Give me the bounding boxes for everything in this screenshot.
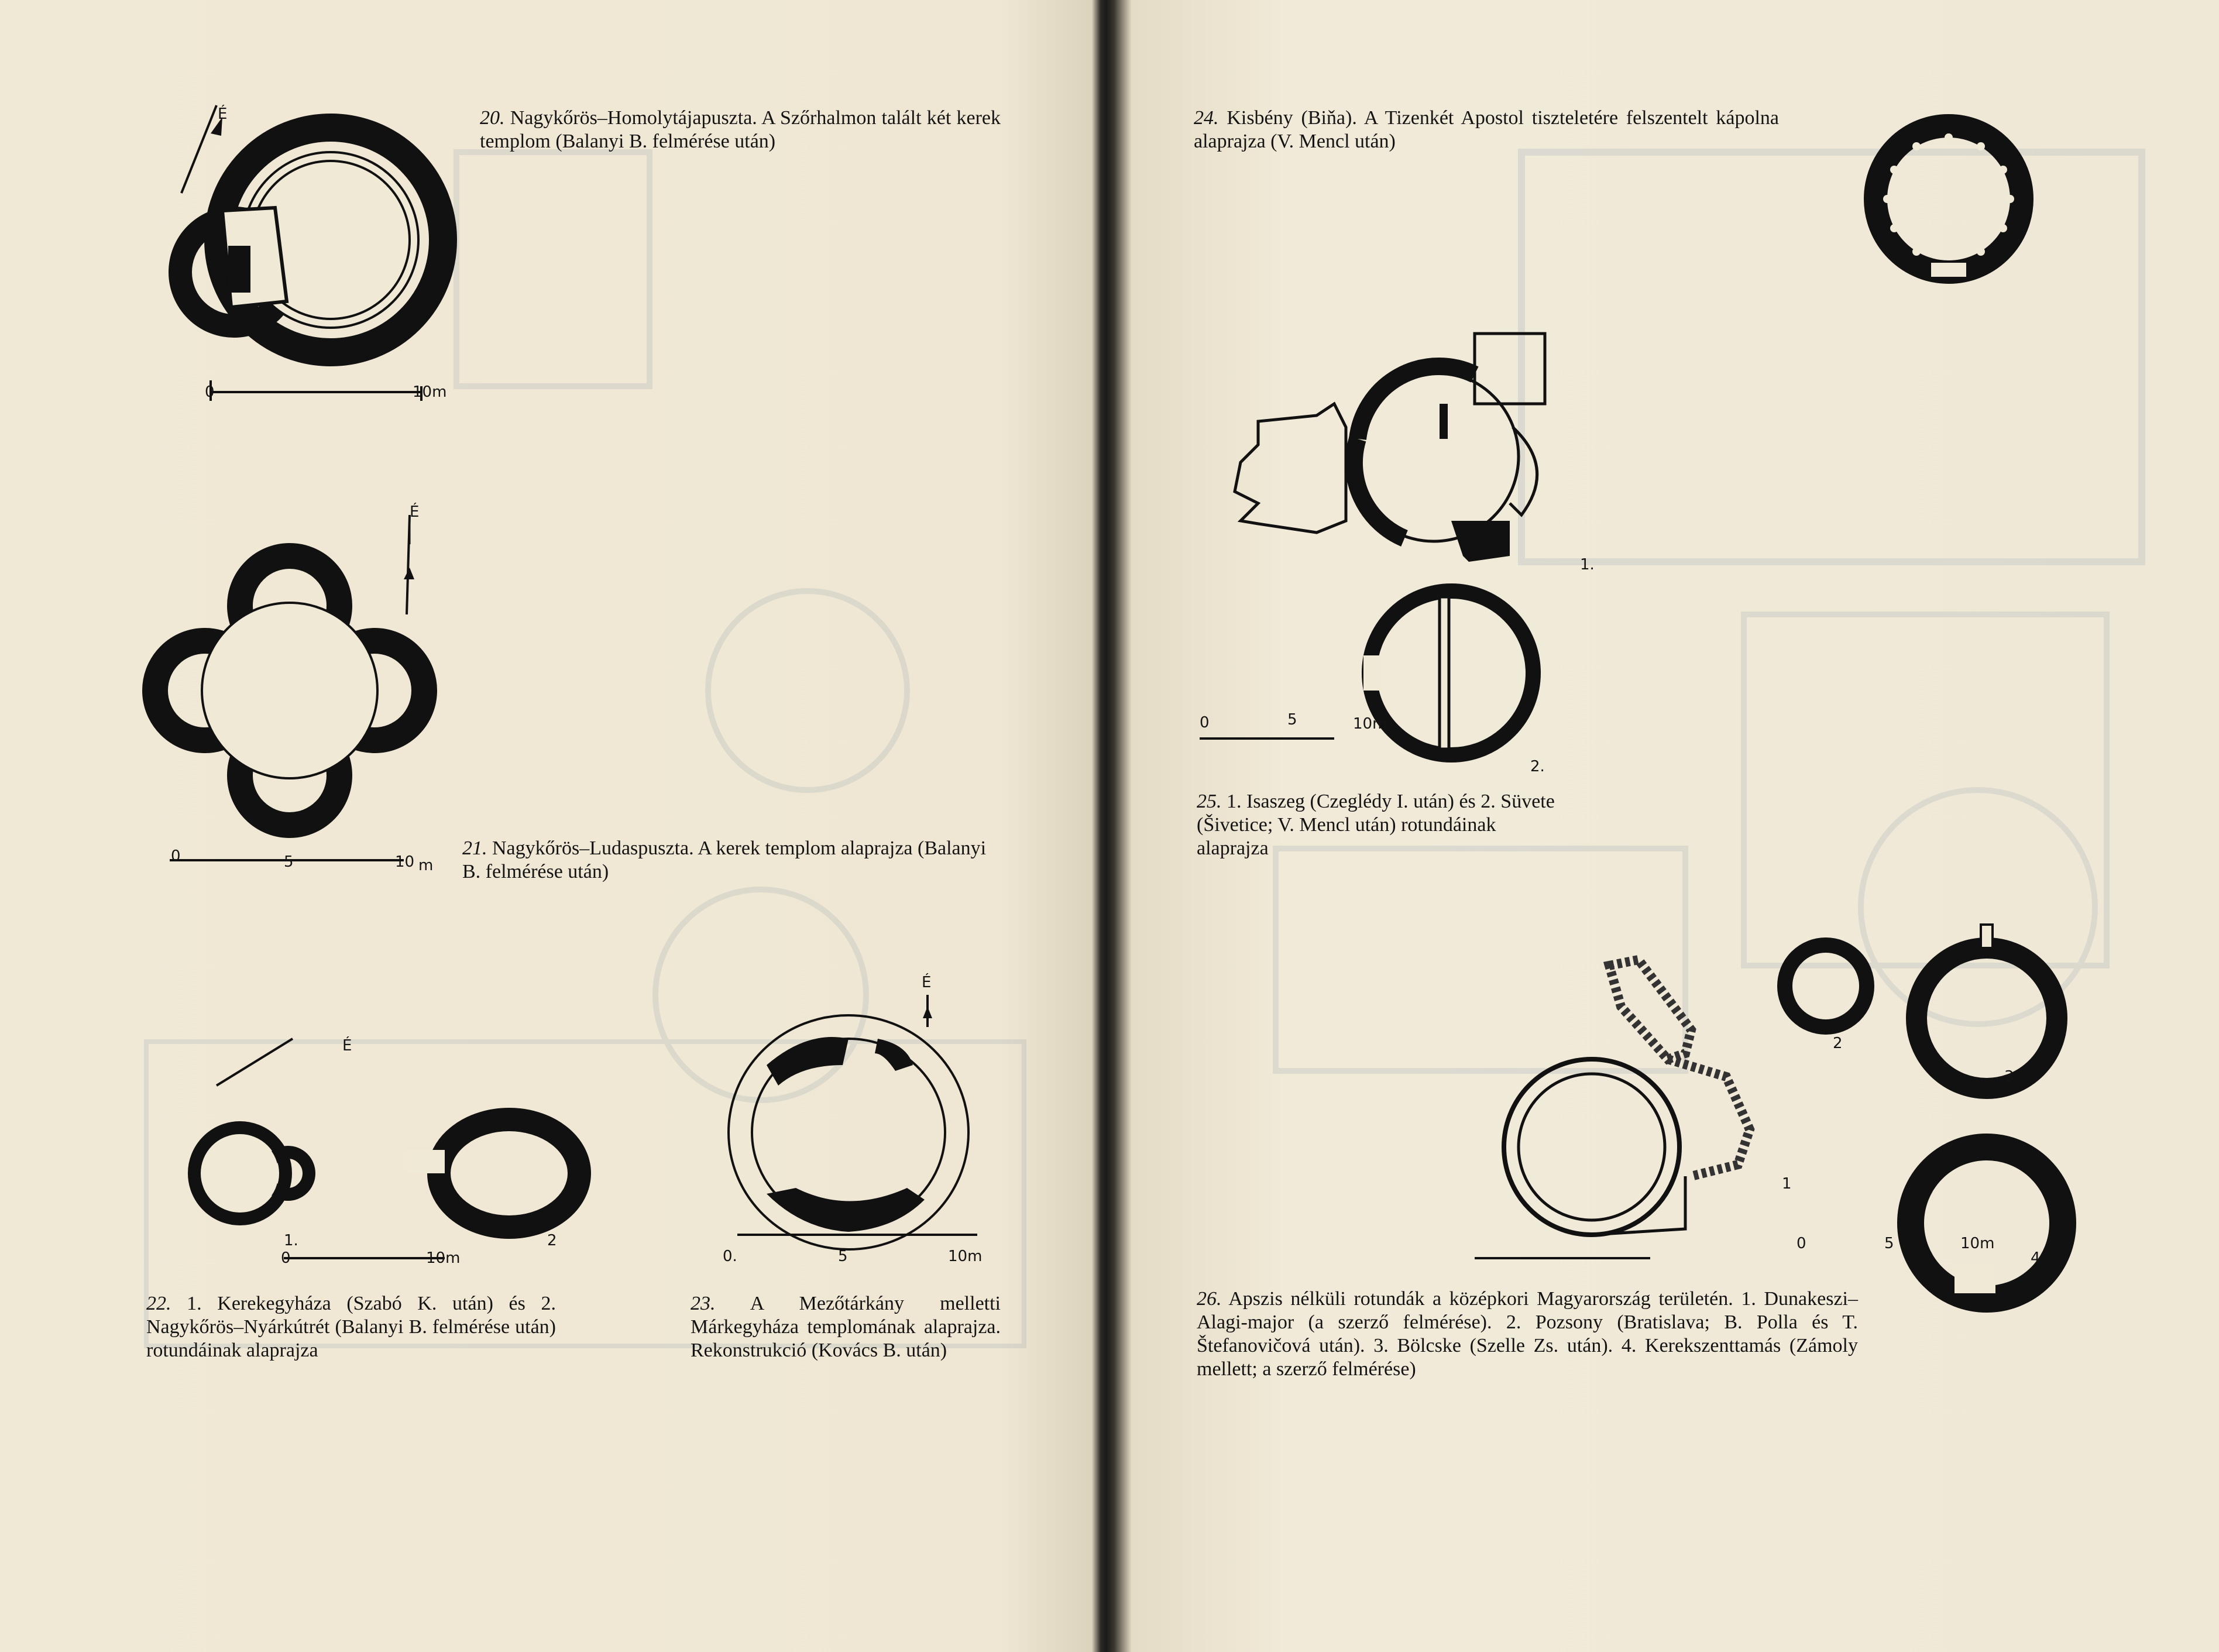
- fig20-caption: [480, 107, 1001, 153]
- fig22-caption: [146, 1292, 556, 1362]
- fig20-number: 20.: [480, 107, 505, 129]
- fig23-caption-text: A Mezőtárkány melletti Márkegyháza templomának alaprajza. Rekonstrukció (Kovács B. után): [691, 1293, 1001, 1361]
- fig20-scale-end: 10m: [413, 383, 447, 401]
- fig26-number: 26.: [1197, 1288, 1222, 1310]
- fig23-scale-end: 10m: [948, 1248, 983, 1265]
- fig25-item-1: 1.: [1580, 556, 1595, 573]
- right-page: [1100, 0, 2219, 1652]
- fig22-number: 22.: [146, 1293, 171, 1314]
- fig26-item-3: 3: [2004, 1068, 2014, 1086]
- fig26-caption-text: Apszis nélküli rotundák a középkori Magyarország területén. 1. Dunakeszi–Alagi-major (a szerző felmérése). 2. Pozsony (Bratislava; B. Polla és T. Štefanovičová után). 3. Bölcske (Szelle Zs. után). 4. Kerekszenttamás (Zámoly mellett; a szerző felmérése): [1197, 1288, 1859, 1380]
- fig26-item-1: 1: [1782, 1175, 1792, 1193]
- fig25-scale-end: 10m: [1353, 715, 1387, 733]
- fig24-caption: [1194, 107, 1779, 153]
- fig21-caption: [462, 837, 1001, 884]
- fig26-scale-start: 0: [1797, 1235, 1806, 1252]
- fig22-caption-text: 1. Kerekegyháza (Szabó K. után) és 2. Nagykőrös–Nyárkútrét (Balanyi B. felmérése után) rotundáinak alaprajza: [146, 1293, 557, 1361]
- fig21-scale-end: 10: [395, 853, 415, 871]
- fig23-scale-mid: 5: [838, 1248, 848, 1265]
- fig25-caption-text: 1. Isaszeg (Czeglédy I. után) és 2. Süvete (Šivetice; V. Mencl után) rotundáinak alaprajza: [1197, 791, 1555, 859]
- fig20-scale-start: 0: [205, 383, 215, 401]
- fig25-caption: [1197, 790, 1571, 860]
- fig21-scale-mid: 5: [284, 853, 294, 871]
- fig24-plan: [1861, 108, 2036, 290]
- fig21-scale-start: 0: [171, 847, 181, 865]
- fig25-number: 25.: [1197, 791, 1222, 812]
- fig21-plan: [140, 515, 445, 878]
- fig21-caption-text: Nagykőrös–Ludaspuszta. A kerek templom alaprajza (Balanyi B. felmérése után): [462, 837, 987, 882]
- fig22-plans: [152, 1030, 597, 1276]
- fig25-item-2: 2.: [1530, 758, 1545, 775]
- fig25-scale-start: 0: [1200, 714, 1210, 731]
- fig24-caption-text: Kisbény (Biňa). A Tizenkét Apostol tiszteletére felszentelt kápolna alaprajza (V. Mencl után): [1194, 107, 1780, 152]
- fig22-north-label: É: [342, 1037, 352, 1055]
- left-page: [0, 0, 1091, 1652]
- fig20-north-label: É: [218, 105, 228, 123]
- fig23-scale-start: 0.: [723, 1248, 737, 1265]
- fig26-caption: [1197, 1287, 1858, 1381]
- fig22-item-1: 1.: [284, 1232, 298, 1249]
- fig26-item-2: 2: [1833, 1035, 1843, 1052]
- fig21-scale-unit: m: [418, 857, 434, 874]
- fig26-item-4: 4: [2031, 1249, 2041, 1267]
- fig22-item-2: 2: [547, 1232, 557, 1249]
- fig23-north-label: É: [922, 974, 932, 991]
- fig22-scale-start: 0: [281, 1249, 291, 1267]
- fig23-number: 23.: [691, 1293, 716, 1314]
- fig25-plans: [1182, 328, 1592, 772]
- fig23-caption: [691, 1292, 1001, 1362]
- fig21-north-label: É: [410, 503, 420, 521]
- fig24-number: 24.: [1194, 107, 1219, 129]
- fig20-plan: [140, 105, 468, 421]
- fig25-scale-mid: 5: [1287, 711, 1297, 729]
- fig22-scale-end: 10m: [426, 1249, 461, 1267]
- fig20-caption-text: Nagykőrös–Homolytájapuszta. A Szőrhalmon talált két kerek templom (Balanyi B. felmérése után): [480, 107, 1001, 152]
- fig21-number: 21.: [462, 837, 487, 859]
- fig23-plan: [731, 983, 1036, 1252]
- fig26-scale-mid: 5: [1884, 1235, 1894, 1252]
- fig26-scale-end: 10m: [1960, 1235, 1995, 1252]
